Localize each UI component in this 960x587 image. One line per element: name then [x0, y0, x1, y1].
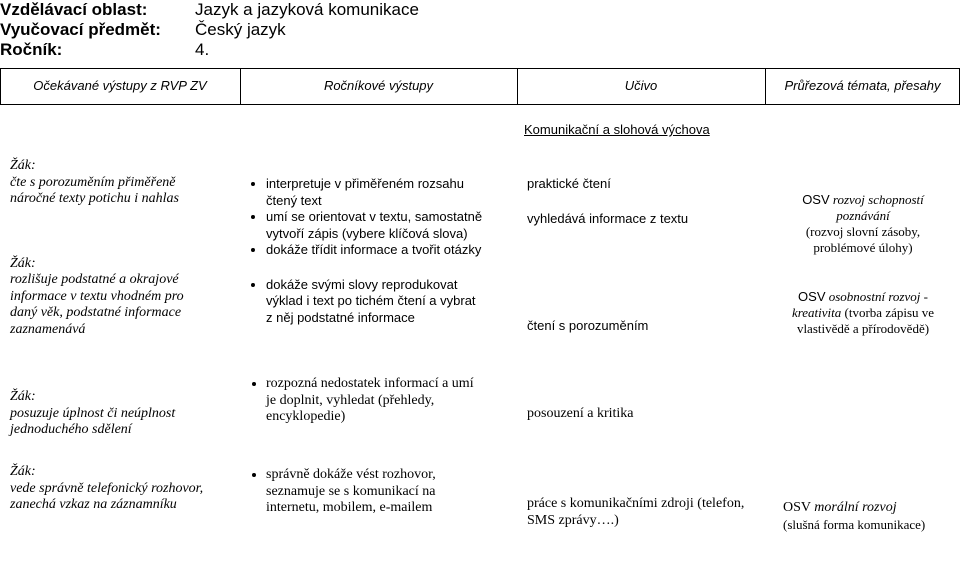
- column-header-expected: Očekávané výstupy z RVP ZV: [33, 78, 207, 93]
- expected-output-line: zanechá vzkaz na záznamníku: [10, 497, 177, 512]
- expected-output-line: vede správně telefonický rozhovor,: [10, 480, 204, 496]
- grid-top-line: [0, 68, 960, 69]
- grade-label: Ročník:: [0, 40, 63, 59]
- grade-output-item: • správně dokáže vést rozhovor, seznamuje se s komunikací na internetu, mobilem, e-mailem: [266, 467, 517, 517]
- expected-output-line: rozlišuje podstatné a okrajové: [10, 272, 179, 287]
- curriculum-item: praktické čtení: [527, 176, 611, 191]
- pupil-label: Žák:: [10, 389, 36, 404]
- expected-output-line: jednoduchého sdělení: [10, 422, 132, 437]
- subject-value: Český jazyk: [195, 20, 286, 39]
- grade-output-item: • interpretuje v přiměřeném rozsahu čtený text: [266, 176, 517, 209]
- grade-output-item: • umí se orientovat v textu, samostatně vytvoří zápis (vybere klíčová slova): [266, 209, 517, 242]
- expected-output-line: posuzuje úplnost či neúplnost: [10, 405, 176, 421]
- row1-expected-outputs: [10, 158, 184, 338]
- area-value: Jazyk a jazyková komunikace: [195, 0, 419, 19]
- section-title: Komunikační a slohová výchova: [524, 122, 710, 137]
- expected-output-line: informace v textu vhodném pro: [10, 288, 184, 304]
- pupil-label: Žák:: [10, 464, 36, 479]
- curriculum-item: posouzení a kritika: [527, 406, 634, 421]
- row2-grade-outputs: [242, 376, 517, 426]
- row3-grade-outputs: [242, 467, 517, 517]
- column-header-themes: Průřezová témata, přesahy: [784, 78, 941, 93]
- expected-output-line: daný věk, podstatné informace: [10, 305, 182, 320]
- cross-theme-3: OSV morální rozvoj (slušná forma komunikace): [783, 500, 926, 532]
- subject-label: Vyučovací předmět:: [0, 20, 161, 39]
- pupil-label: Žák:: [10, 158, 36, 173]
- row3-expected-outputs: [10, 464, 203, 514]
- column-header-curriculum: Učivo: [624, 78, 658, 93]
- curriculum-item: vyhledává informace z textu: [527, 211, 689, 226]
- curriculum-item: čtení s porozuměním: [527, 318, 649, 333]
- cross-theme-2: OSV osobnostní rozvoj - kreativita (tvorba zápisu ve vlastivědě a přírodovědě): [791, 289, 935, 336]
- grade-output-item: • dokáže třídit informace a tvořit otázky: [266, 242, 517, 259]
- pupil-label: Žák:: [10, 255, 36, 271]
- grade-output-item: • rozpozná nedostatek informací a umí je doplnit, vyhledat (přehledy, encyklopedie): [266, 376, 517, 426]
- grade-output-item: • dokáže svými slovy reprodukovat výklad i text po tichém čtení a vybrat z něj podstatné informace: [266, 277, 517, 327]
- row2-expected-outputs: [10, 389, 175, 439]
- cross-theme-1: OSV rozvoj schopností poznávání (rozvoj slovní zásoby, problémové úlohy): [802, 192, 924, 255]
- grid-header-line: [0, 104, 960, 105]
- row1-grade-outputs: [242, 176, 517, 326]
- expected-output-line: čte s porozuměním přiměřeně: [10, 174, 176, 190]
- grade-value: 4.: [195, 40, 210, 59]
- area-label: Vzdělávací oblast:: [0, 0, 148, 19]
- expected-output-line: náročné texty potichu i nahlas: [10, 191, 179, 206]
- curriculum-item: práce s komunikačními zdroji (telefon, SMS zprávy….): [527, 496, 745, 528]
- expected-output-line: zaznamenává: [10, 321, 86, 337]
- column-header-grade-outputs: Ročníkové výstupy: [323, 78, 434, 93]
